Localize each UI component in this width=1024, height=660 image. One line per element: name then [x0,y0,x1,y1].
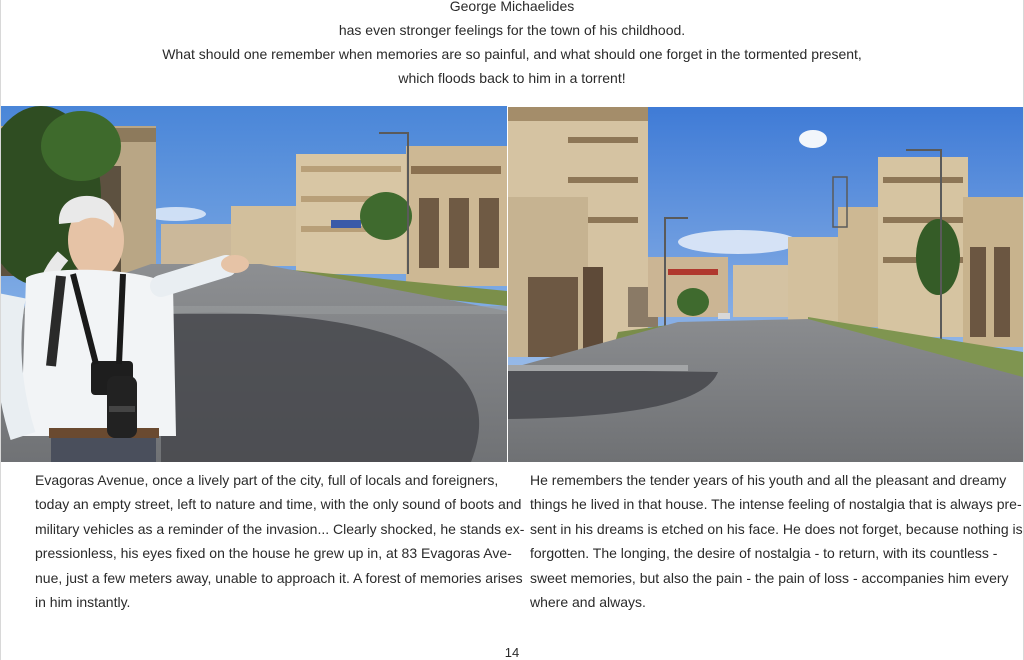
photo-photographer-street [1,106,507,462]
paragraph-right-line: He remembers the tender years of his youth and all the pleasant and dreamy [530,472,1007,488]
paragraph-left [35,468,525,614]
paragraph-left-line: today an empty street, left to nature and time, with the only sound of boots and [35,496,522,513]
paragraph-right-line: things he lived in that house. The intense feeling of nostalgia that is always pre- [530,496,1022,513]
paragraph-right-line: sweet memories, but also the pain - the pain of loss - accompanies him every [530,569,1009,586]
paragraph-right-line: sent in his dreams is etched on his face. He does not forget, because nothing is [530,520,1023,537]
intro-line-4: which floods back to him in a torrent! [398,70,626,86]
paragraph-right-line: where and always. [530,594,646,611]
paragraph-right [530,468,1023,614]
intro-line-2: has even stronger feelings for the town of his childhood. [338,22,686,38]
paragraph-left-line: pressionless, his eyes fixed on the house he grew up in, at 83 Evagoras Ave- [35,545,512,562]
intro-text [0,0,1024,90]
intro-line-3: What should one remember when memories are so painful, and what should one forget in the tormented present, [162,46,862,62]
paragraph-right-line: forgotten. The longing, the desire of nostalgia - to return, with its countless - [530,545,998,562]
paragraph-left-line: nue, just a few meters away, unable to approach it. A forest of memories arises [35,569,523,586]
photo-empty-avenue [508,107,1023,462]
paragraph-left-line: military vehicles as a reminder of the invasion... Clearly shocked, he stands ex- [35,520,525,537]
paragraph-left-line: in him instantly. [35,594,131,611]
page-number: 14 [504,645,520,660]
intro-line-1: George Michaelides [449,0,575,14]
paragraph-left-line: Evagoras Avenue, once a lively part of the city, full of locals and foreigners, [35,472,499,488]
